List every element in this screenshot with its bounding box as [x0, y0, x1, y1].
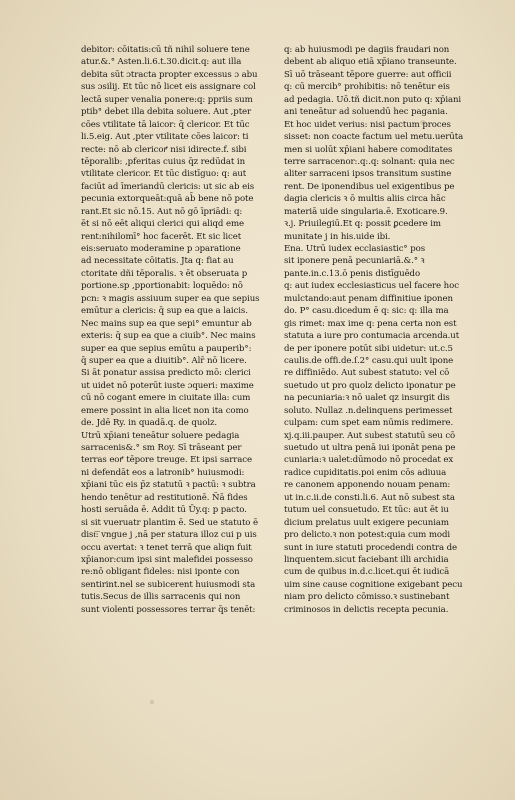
text-line: dagia clericis ꝛ ō multis aliis circa hāc	[284, 194, 446, 205]
text-line: xp̄iani tūc eis p̄z statutū ꝛ pactū: ꝛ subtra	[81, 480, 256, 491]
text-line: Si āt ponatur assisa predicto mō: clerici	[81, 368, 251, 379]
text-line: debitor: cōitatis:cū tñ nihil soluere tene	[81, 45, 250, 55]
text-line: cū nō cogant emere in ciuitate illa: cum	[81, 393, 251, 404]
text-line: Utrū xp̄iani teneātur soluere pedagia	[81, 430, 240, 441]
text-line: ꝛ.j. Priuilegiū.Et q: possit ꝑcedere im	[284, 219, 441, 230]
text-line: li.5.eig. Aut ,pter vtilitate cōes laicor: ti	[81, 132, 249, 143]
text-line: dist͞: vngue j ,nā per statura illoz cui p uis	[81, 530, 257, 541]
text-line: cum de quibus in.d.c.licet.qui ēt iudicā	[284, 567, 450, 578]
text-line: na pecuniaria:ꝛ nō ualet qz insurgit dis	[284, 393, 450, 404]
text-line: ptib° debet illa debita soluere. Aut ,pter	[81, 107, 252, 118]
text-line: soluto. Nullaz .n.delinquens perimesset	[284, 405, 453, 416]
text-line: ni defendāt eos a latronib° huiusmodi:	[81, 467, 245, 478]
text-line: sisset: non coacte factum uel metu.uerūta	[284, 132, 464, 143]
text-line: pecunia extorqueāt:quā ab̄ bene nō pote	[81, 194, 254, 205]
left-text-column	[81, 44, 267, 616]
text-line: cuniaria:ꝛ ualet:dūmodo nō procedat ex	[284, 455, 454, 466]
text-line: rent:nihilomī° hoc facerēt. Et sic licet	[81, 231, 242, 242]
text-line: ut uidet nō poterūt iuste ɔqueri: maxime	[81, 380, 254, 391]
text-line: de. Jdē Ry. in quadā.q. de quolz.	[81, 418, 218, 429]
text-line: xp̄ianor:cum ipsi sint malefidei possesso	[81, 554, 253, 565]
text-line: linquentem.sicut faciebant illi archidia	[284, 554, 449, 565]
text-line: sit iponere penā pecuniariā.&.° ꝛ	[284, 256, 425, 267]
text-line: q: aut iudex ecclesiasticus uel facere hoc	[284, 281, 459, 292]
text-line: ad necessitate cōitatis. Jta q: fiat au	[81, 256, 234, 267]
text-line: super ea que sepius emūtu a pauperib°:	[81, 343, 252, 354]
text-line: suetudo ut pro quolz delicto iponatur pe	[284, 380, 456, 391]
text-line: ani teneātur ad soluendū hec pagania.	[284, 107, 448, 118]
text-line: tēporalib: ,pferitas cuius q̄z redūdat in	[81, 156, 246, 167]
text-line: suetudo ut ultra penā iui iponāt pena pe	[284, 443, 456, 453]
text-line: gis rimet: max ime q: pena certa non est	[284, 318, 457, 329]
text-line: q: ab huiusmodi pe dagiis fraudari non	[284, 45, 450, 55]
text-line: Nec mains sup ea que sepi° emuntur ab	[81, 318, 252, 329]
text-line: re diffiniēdo. Aut subest statuto: vel cō	[284, 368, 450, 379]
text-line: ut in.c.ii.de consti.li.6. Aut nō subest sta	[284, 492, 455, 503]
text-line: terras eoꝵ tēpore treuge. Et ipsi sarrace	[81, 455, 252, 466]
text-line: rant.Et sic nō.15. Aut nō gō īpriādi: q:	[81, 206, 243, 217]
text-line: faciūt ad īmeriandū clericis: ut sic ab eis	[81, 181, 255, 192]
text-line: re canonem apponendo nouam penam:	[284, 480, 451, 491]
text-line: emere possint in alia licet non ita como	[81, 405, 249, 416]
text-line: Et hoc uidet verius: nisi pactum proces	[284, 119, 451, 130]
text-line: pcn: ꝛ magis assiuum super ea que sepius	[81, 293, 260, 304]
text-line: culpam: cum spet eam nūmis redimere.	[284, 418, 454, 429]
text-line: niam pro delicto cōmisso.ꝛ sustinebant	[284, 592, 450, 603]
text-line: tutis.Secus de illis sarracenis qui non	[81, 592, 241, 603]
text-line: sus ɔsilij. Et tūc nō licet eis assignare col	[81, 82, 256, 93]
text-line: portione.sp ,pportionabit: loquēdo: nō	[81, 281, 243, 292]
text-line: cōes vtilitate tā laicor: q̄ clericor. Et tūc	[81, 119, 250, 130]
text-line: caulis.de offi.de.ſ.2° casu.qui uult ipone	[284, 355, 454, 366]
text-line: lectā super venalia ponere:q: ppriis sum	[81, 94, 253, 105]
text-line: eis:seruato moderamine p ɔparatione	[81, 244, 241, 254]
text-line: men si uolūt xp̄iani habere comoditates	[284, 144, 453, 155]
text-line: uim sine cause cognitione exigebant pecu	[284, 579, 463, 590]
text-line: recte: nō ab clericoꝵ nisi idirecte.f. sibi	[81, 144, 247, 155]
text-line: debent ab aliquo etiā xp̄iano transeunte.	[284, 57, 457, 68]
text-line: mulctando:aut penam diffinitiue iponen	[284, 293, 453, 304]
text-line: radice cupiditatis.poi enim cōs adiuua	[284, 467, 447, 478]
text-line: re:nō obligant fideles: nisi iponte con	[81, 567, 240, 578]
text-line: aliter sarraceni ipsos transitum sustine	[284, 169, 452, 180]
text-line: atur.&.° Asten.li.6.t.30.dicit.q: aut illa	[81, 57, 242, 68]
text-line: Ena. Utrū iudex ecclasiastic° pos	[284, 244, 426, 254]
text-line: dicium prelatus uult exigere pecuniam	[284, 517, 449, 528]
text-line: do. P° casu.dicedum ē q: sic: q: illa ma	[284, 306, 449, 317]
text-line: sunt in iure statuti procedendi contra de	[284, 542, 458, 553]
text-line: pro delicto.ꝛ non potest:quia cum modi	[284, 530, 451, 541]
text-line: sentirint.nel se subicerent huiusmodi sta	[81, 579, 256, 590]
text-line: ad pedagia. Uō.tñ dicit.non puto q: xp̄iani	[284, 94, 462, 105]
text-line: statuta a iure pro contumacia arcenda.ut	[284, 331, 460, 342]
text-line: ctoritate dñi tēporalis. ꝛ ēt obseruata p	[81, 268, 248, 279]
right-text-column	[284, 44, 474, 616]
text-line: criminosos in delictis recepta pecunia.	[284, 604, 449, 615]
text-line: tutum uel consuetudo. Et tūc: aut ēt iu	[284, 505, 449, 516]
text-line: q̄ super ea que a diuitib°. Alr̄ nō licere.	[81, 355, 247, 366]
text-line: q: cū mercib° prohibitis: nō tenētur eis	[284, 82, 450, 93]
text-line: sarracenis&.° sm Roy. Sī trāseant per	[81, 443, 242, 453]
text-line: pante.in.c.13.ō penis distīguēdo	[284, 268, 421, 279]
text-line: rent. De iponendibus uel exigentibus pe	[284, 181, 455, 192]
text-line: terre sarracenor:.q:.q: solnant: quia nec	[284, 156, 455, 167]
text-line: exteris: q̄ sup ea que a ciuib°. Nec mains	[81, 331, 256, 342]
text-line: munitate j in his.uide ibi.	[284, 231, 391, 242]
paper-stain	[150, 700, 154, 704]
text-line: emūtur a clericis: q̄ sup ea que a laicis.	[81, 306, 248, 317]
text-line: vtilitate clericor. Et tūc distīguo: q: aut	[81, 169, 247, 180]
text-line: si sit vueruatr plantim ē. Sed ue statuto ē	[81, 517, 258, 528]
text-line: sunt violenti possessores terrar q̄s tenēt:	[81, 604, 256, 615]
text-line: hendo tenētur ad restitutionē. Ñā fides	[81, 492, 248, 503]
text-line: de per iponere potūt sibi uidetur: ut.c.5	[284, 343, 453, 354]
text-line: ēt si nō eēt aliqui clerici qui aliqd eme	[81, 219, 244, 230]
text-line: xj.q.iii.pauper. Aut subest statutū seu cō	[284, 430, 456, 441]
text-line: hosti seruāda ē. Addit tū Ūy.q: p pacto.	[81, 505, 247, 516]
text-line: occu avertat: ꝛ tenet terrā que aliqn fuit	[81, 542, 252, 553]
text-line: materiā uide singularia.ē. Exoticare.9.	[284, 206, 448, 217]
text-line: Sī uō trāseant tēpore guerre: aut officii	[284, 69, 452, 80]
text-line: debita sūt ɔtracta propter excessus ɔ abu	[81, 69, 258, 80]
